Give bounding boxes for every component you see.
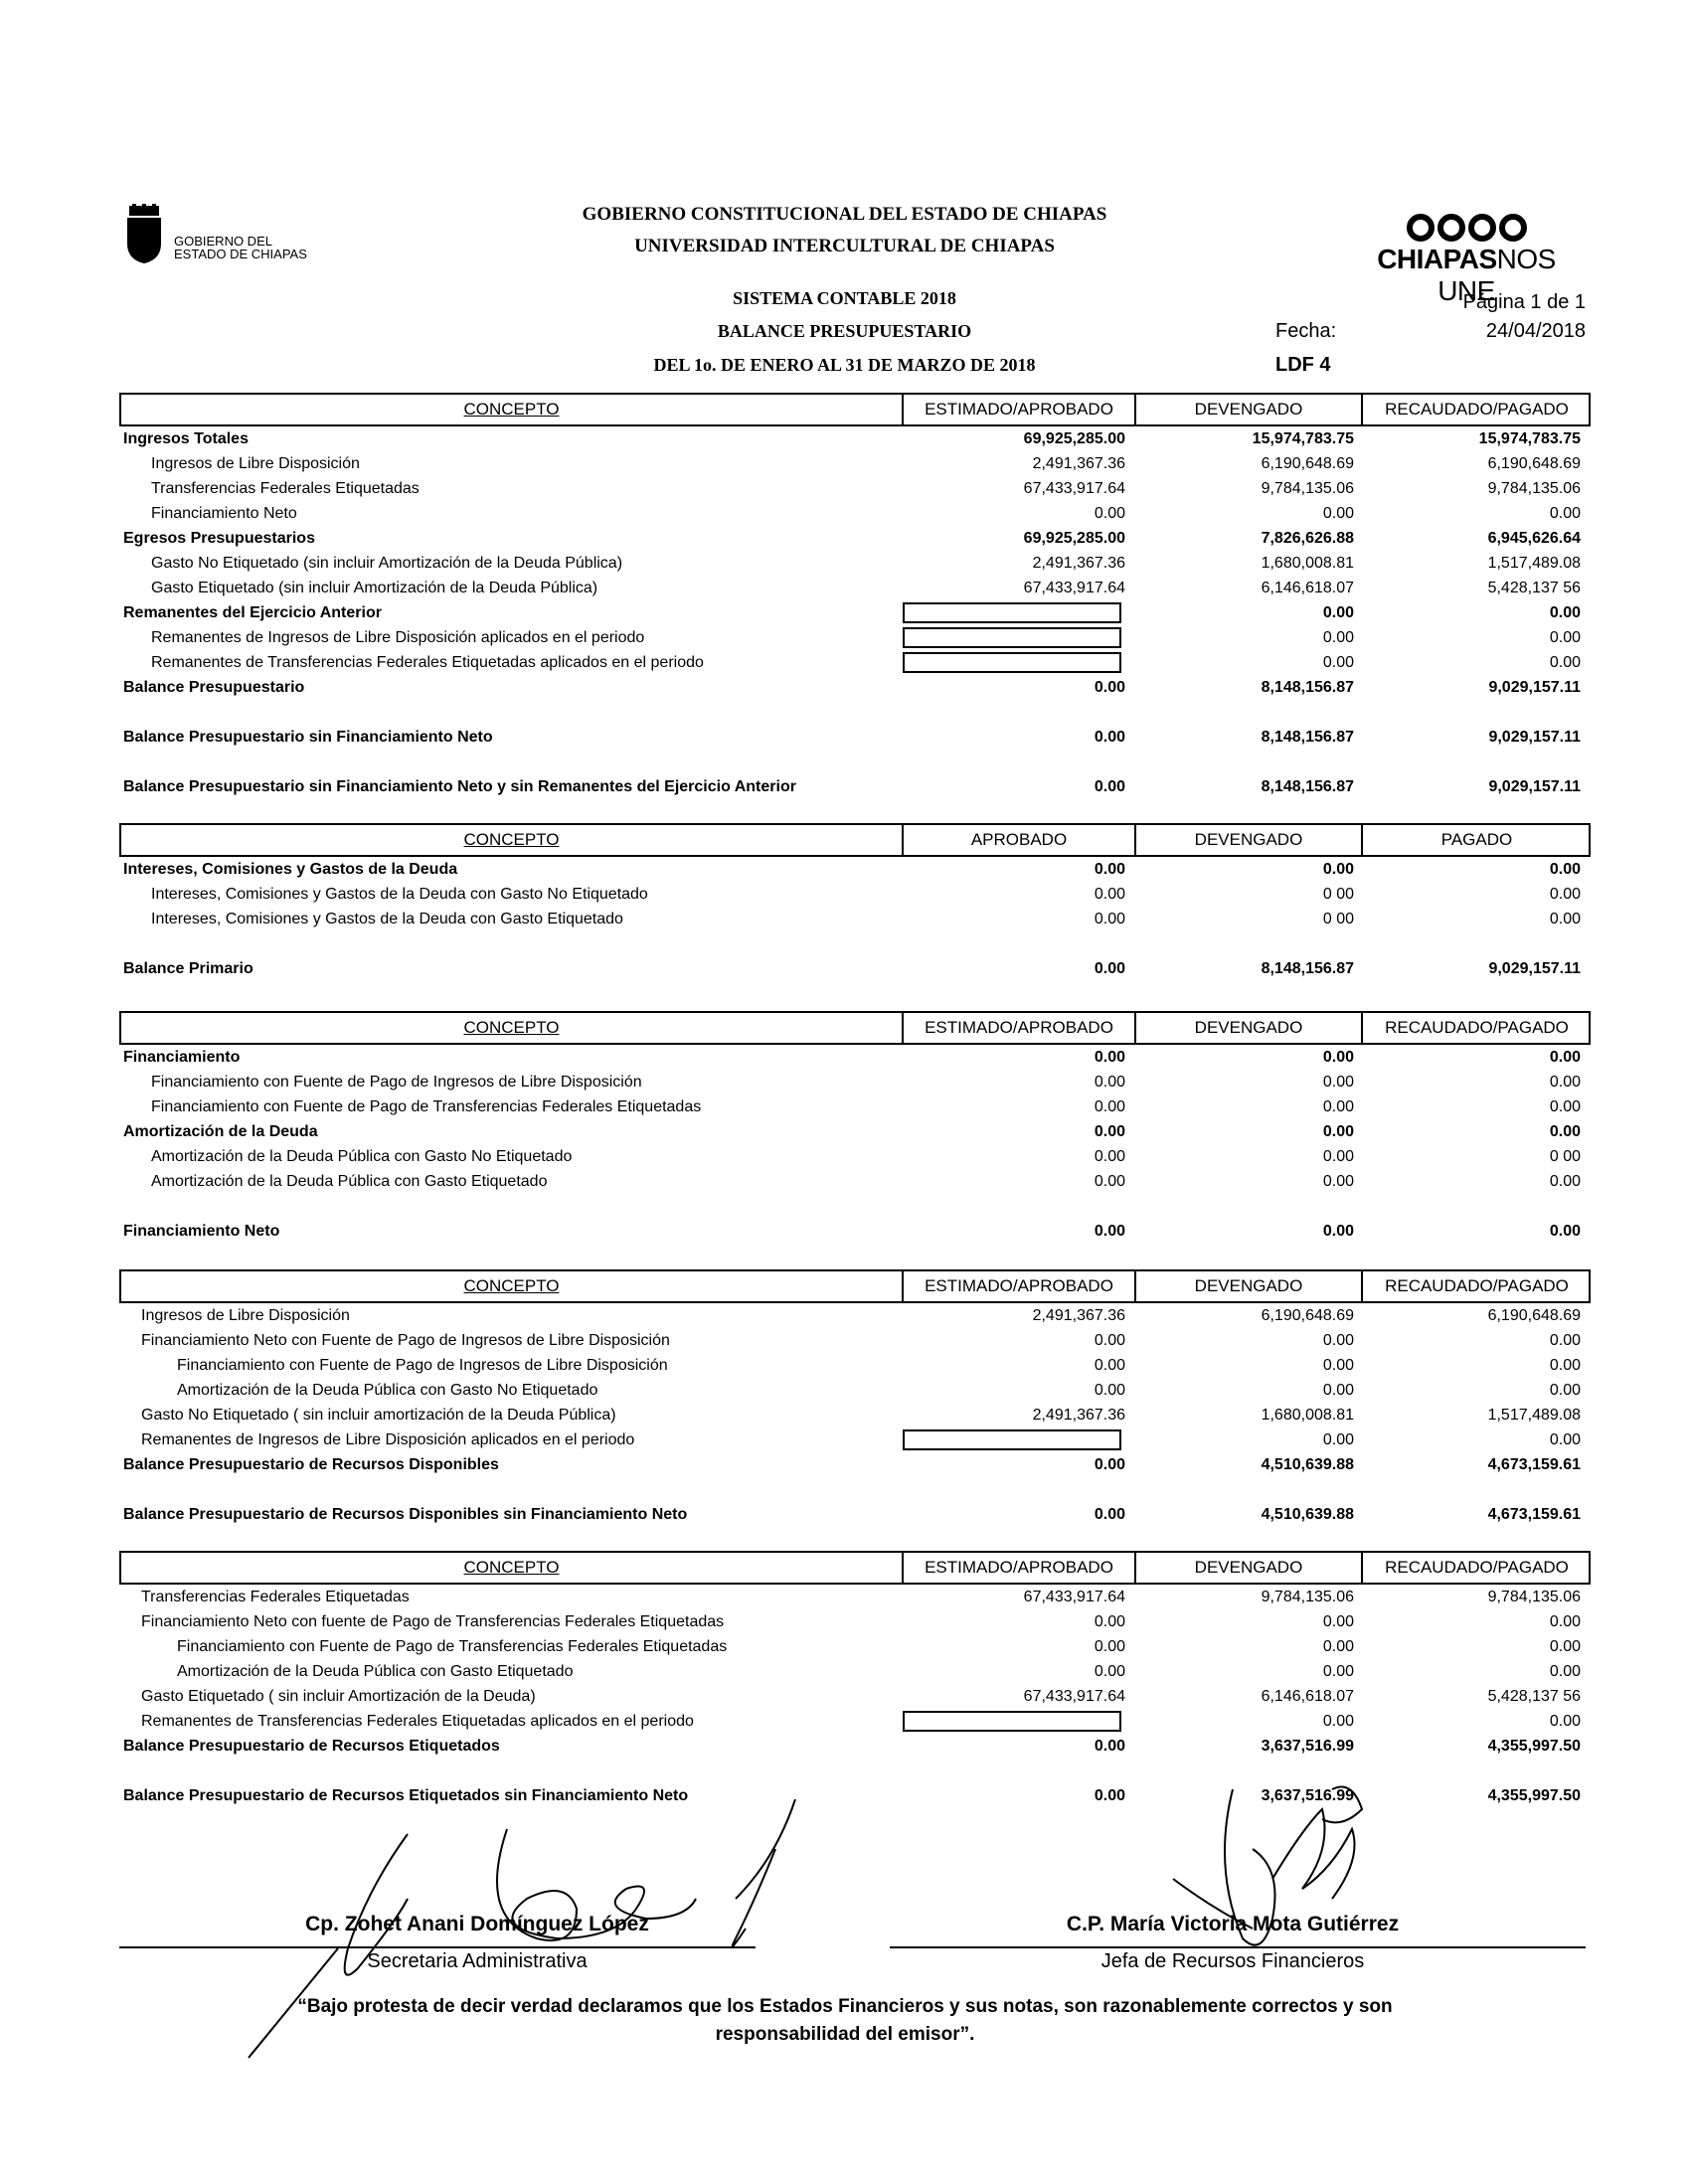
row-label: Financiamiento con Fuente de Pago de Transferencias Federales Etiquetadas (177, 1638, 728, 1655)
table-row (119, 725, 1591, 750)
left-signer-role: Secretaria Administrativa (367, 1950, 588, 1972)
row-value: 0.00 (1549, 654, 1581, 671)
table-row (119, 1659, 1591, 1684)
row-value: 0.00 (1322, 505, 1354, 522)
row-value: 0.00 (1094, 1613, 1125, 1630)
row-value: 0.00 (1549, 1382, 1581, 1399)
brand-light: NOS UNE (1437, 244, 1556, 306)
row-value: 0.00 (1094, 778, 1125, 795)
row-label: Transferencias Federales Etiquetadas (151, 480, 420, 497)
row-value: 0.00 (1549, 1049, 1581, 1066)
row-label: Remanentes del Ejercicio Anterior (123, 604, 382, 621)
row-label: Amortización de la Deuda Pública con Gasto No Etiquetado (177, 1382, 598, 1399)
column-header (1136, 825, 1363, 855)
table-row (119, 625, 1591, 650)
row-label: Financiamiento Neto (151, 505, 297, 522)
table-row (119, 426, 1591, 451)
row-value: 0.00 (1549, 1074, 1581, 1091)
row-value: 0.00 (1322, 1638, 1354, 1655)
column-header (904, 1553, 1136, 1583)
table-header (119, 1551, 1591, 1585)
row-value: 9,784,135.06 (1261, 1589, 1354, 1605)
row-value: 0.00 (1094, 679, 1125, 696)
table-row (119, 882, 1591, 907)
row-value: 67,433,917.64 (1023, 580, 1125, 596)
row-value: 5,428,137 56 (1487, 580, 1581, 596)
row-label: Amortización de la Deuda Pública con Gasto Etiquetado (177, 1663, 574, 1680)
row-value: 8,148,156.87 (1261, 778, 1354, 795)
row-value: 6,945,626.64 (1487, 530, 1581, 547)
row-value: 3,637,516.99 (1261, 1787, 1354, 1804)
column-header-label: DEVENGADO (1194, 1276, 1303, 1295)
declaration-footer (229, 1993, 1461, 2049)
row-value: 9,784,135.06 (1487, 480, 1581, 497)
table-row (119, 526, 1591, 551)
declaration-line-1: “Bajo protesta de decir verdad declaramos que los Estados Financieros y sus notas, son razonablemente correctos y son (297, 1996, 1393, 2017)
column-header (904, 395, 1136, 424)
row-label: Financiamiento con Fuente de Pago de Ingresos de Libre Disposición (177, 1357, 668, 1374)
table-row (119, 1119, 1591, 1144)
row-value: 6,146,618.07 (1261, 1688, 1354, 1705)
row-label: Transferencias Federales Etiquetadas (141, 1589, 410, 1605)
table-row (119, 1634, 1591, 1659)
row-value: 0.00 (1094, 729, 1125, 746)
row-value: 0.00 (1094, 960, 1125, 977)
row-value: 0.00 (1549, 1638, 1581, 1655)
column-header-label: ESTIMADO/APROBADO (925, 1018, 1113, 1037)
column-header (1136, 1553, 1363, 1583)
row-value: 0.00 (1549, 1123, 1581, 1140)
column-header-label: CONCEPTO (463, 1558, 560, 1577)
column-header (1136, 1271, 1363, 1301)
table-row (119, 1734, 1591, 1759)
row-label: Gasto No Etiquetado (sin incluir Amortización de la Deuda Pública) (151, 555, 623, 572)
declaration-line-2: responsabilidad del emisor”. (715, 2024, 975, 2045)
row-label: Balance Presupuestario de Recursos Etiquetados sin Financiamiento Neto (123, 1787, 689, 1804)
blank-value-box (903, 1711, 1121, 1732)
row-value: 0.00 (1549, 1098, 1581, 1115)
row-value: 0.00 (1322, 1357, 1354, 1374)
row-label: Balance Presupuestario (123, 679, 305, 696)
table-row (119, 1428, 1591, 1452)
table-row (119, 1094, 1591, 1119)
column-header-label: RECAUDADO/PAGADO (1385, 1276, 1569, 1295)
table-row (119, 1378, 1591, 1403)
row-spacer (119, 700, 1591, 725)
title-gobierno: GOBIERNO CONSTITUCIONAL DEL ESTADO DE CHIAPAS (582, 204, 1107, 225)
row-value: 0 00 (1322, 911, 1354, 927)
row-label: Egresos Presupuestarios (123, 530, 315, 547)
row-label: Amortización de la Deuda Pública con Gasto Etiquetado (151, 1173, 548, 1190)
row-value: 0.00 (1549, 1332, 1581, 1349)
row-value: 69,925,285.00 (1023, 430, 1125, 447)
row-value: 0.00 (1549, 1173, 1581, 1190)
row-value: 9,784,135.06 (1261, 480, 1354, 497)
column-header-label: CONCEPTO (463, 830, 560, 849)
table-row (119, 650, 1591, 675)
row-value: 0.00 (1094, 1148, 1125, 1165)
row-label: Ingresos Totales (123, 430, 249, 447)
row-spacer (119, 1194, 1591, 1219)
row-value: 0.00 (1094, 1098, 1125, 1115)
row-label: Balance Primario (123, 960, 253, 977)
row-label: Ingresos de Libre Disposición (151, 455, 360, 472)
row-label: Intereses, Comisiones y Gastos de la Deuda con Gasto Etiquetado (151, 911, 623, 927)
row-value: 9,029,157.11 (1488, 729, 1581, 746)
row-label: Financiamiento Neto (123, 1223, 280, 1240)
row-value: 0.00 (1322, 1123, 1354, 1140)
row-label: Financiamiento con Fuente de Pago de Ingresos de Libre Disposición (151, 1074, 642, 1091)
row-label: Remanentes de Transferencias Federales Etiquetadas aplicados en el periodo (141, 1713, 694, 1730)
row-value: 1,517,489.08 (1487, 1407, 1581, 1424)
row-value: 4,673,159.61 (1487, 1456, 1581, 1473)
column-header (1136, 1013, 1363, 1043)
row-value: 67,433,917.64 (1023, 1688, 1125, 1705)
table-row (119, 675, 1591, 700)
row-spacer (119, 750, 1591, 774)
column-header-label: ESTIMADO/APROBADO (925, 1276, 1113, 1295)
table-row (119, 1452, 1591, 1477)
row-value: 0.00 (1322, 654, 1354, 671)
row-value: 8,148,156.87 (1261, 729, 1354, 746)
table-header (119, 1269, 1591, 1303)
column-header (1363, 1013, 1591, 1043)
row-value: 0.00 (1549, 604, 1581, 621)
table-row (119, 476, 1591, 501)
row-value: 0 00 (1549, 1148, 1581, 1165)
table-row (119, 1353, 1591, 1378)
column-header (1136, 395, 1363, 424)
row-value: 0.00 (1322, 1074, 1354, 1091)
row-value: 0.00 (1322, 1613, 1354, 1630)
row-value: 0.00 (1094, 1332, 1125, 1349)
row-value: 0.00 (1094, 886, 1125, 903)
row-value: 0.00 (1549, 1431, 1581, 1448)
page-number: Página 1 de 1 (1462, 291, 1586, 313)
row-value: 69,925,285.00 (1023, 530, 1125, 547)
row-label: Remanentes de Ingresos de Libre Disposición aplicados en el periodo (141, 1431, 635, 1448)
row-value: 15,974,783.75 (1252, 430, 1354, 447)
table-row (119, 1709, 1591, 1734)
row-value: 0.00 (1322, 1663, 1354, 1680)
table-row (119, 551, 1591, 576)
row-value: 0.00 (1094, 1638, 1125, 1655)
row-value: 0.00 (1094, 911, 1125, 927)
column-header (904, 1013, 1136, 1043)
row-value: 6,190,648.69 (1487, 455, 1581, 472)
row-value: 0.00 (1549, 1613, 1581, 1630)
row-value: 0.00 (1549, 1357, 1581, 1374)
row-value: 9,029,157.11 (1488, 778, 1581, 795)
row-value: 2,491,367.36 (1032, 555, 1125, 572)
table-row (119, 1070, 1591, 1094)
right-signer-name: C.P. María Victoria Mota Gutiérrez (1066, 1913, 1400, 1935)
row-label: Balance Presupuestario sin Financiamiento Neto (123, 729, 493, 746)
table-row (119, 451, 1591, 476)
table-header (119, 823, 1591, 857)
row-value: 0.00 (1322, 1173, 1354, 1190)
column-header-label: CONCEPTO (463, 400, 560, 419)
row-value: 0.00 (1549, 505, 1581, 522)
row-value: 5,428,137 56 (1487, 1688, 1581, 1705)
row-value: 0.00 (1094, 1382, 1125, 1399)
table-row (119, 501, 1591, 526)
row-label: Amortización de la Deuda (123, 1123, 318, 1140)
column-header-label: CONCEPTO (463, 1018, 560, 1037)
row-value: 0.00 (1094, 1223, 1125, 1240)
blank-value-box (903, 1429, 1121, 1450)
row-value: 0.00 (1549, 1223, 1581, 1240)
row-value: 4,355,997.50 (1487, 1787, 1581, 1804)
table-header (119, 1011, 1591, 1045)
section-1 (119, 393, 1591, 799)
row-value: 9,029,157.11 (1488, 960, 1581, 977)
row-label: Balance Presupuestario de Recursos Disponibles sin Financiamiento Neto (123, 1506, 688, 1523)
row-value: 3,637,516.99 (1261, 1738, 1354, 1755)
row-label: Balance Presupuestario de Recursos Disponibles (123, 1456, 499, 1473)
fecha-label: Fecha: (1275, 320, 1337, 342)
table-row (119, 1169, 1591, 1194)
row-value: 0.00 (1549, 886, 1581, 903)
blank-value-box (903, 627, 1121, 648)
row-value: 9,784,135.06 (1487, 1589, 1581, 1605)
gov-logo-line-2: ESTADO DE CHIAPAS (174, 247, 307, 261)
row-value: 0.00 (1322, 1382, 1354, 1399)
title-periodo: DEL 1o. DE ENERO AL 31 DE MARZO DE 2018 (653, 355, 1036, 375)
right-signer-role: Jefa de Recursos Financieros (1100, 1950, 1365, 1972)
column-header (1363, 1553, 1591, 1583)
row-value: 0 00 (1322, 886, 1354, 903)
column-header (1363, 825, 1591, 855)
left-signer-name: Cp. Zohet Anani Domínguez López (305, 1913, 649, 1935)
row-value: 0.00 (1322, 1098, 1354, 1115)
row-label: Remanentes de Ingresos de Libre Disposición aplicados en el periodo (151, 629, 645, 646)
table-row (119, 1502, 1591, 1527)
row-label: Gasto Etiquetado (sin incluir Amortización de la Deuda Pública) (151, 580, 598, 596)
title-universidad: UNIVERSIDAD INTERCULTURAL DE CHIAPAS (634, 236, 1055, 256)
row-value: 2,491,367.36 (1032, 1307, 1125, 1324)
row-value: 6,190,648.69 (1261, 1307, 1354, 1324)
row-value: 0.00 (1549, 911, 1581, 927)
column-header-label: RECAUDADO/PAGADO (1385, 400, 1569, 419)
row-value: 2,491,367.36 (1032, 1407, 1125, 1424)
fecha-value: 24/04/2018 (1485, 320, 1586, 342)
column-header (121, 395, 904, 424)
row-spacer (119, 931, 1591, 956)
row-label: Intereses, Comisiones y Gastos de la Deuda con Gasto No Etiquetado (151, 886, 648, 903)
row-value: 0.00 (1094, 861, 1125, 878)
title-balance: BALANCE PRESUPUESTARIO (717, 321, 972, 341)
row-value: 8,148,156.87 (1261, 960, 1354, 977)
section-4 (119, 1269, 1591, 1527)
column-header-label: DEVENGADO (1194, 1018, 1303, 1037)
row-value: 0.00 (1322, 1713, 1354, 1730)
column-header-label: DEVENGADO (1194, 830, 1303, 849)
row-value: 6,190,648.69 (1487, 1307, 1581, 1324)
row-label: Financiamiento con Fuente de Pago de Transferencias Federales Etiquetadas (151, 1098, 702, 1115)
circles-icon (1347, 214, 1586, 242)
row-value: 0.00 (1322, 604, 1354, 621)
table-row (119, 1403, 1591, 1428)
column-header-label: DEVENGADO (1194, 1558, 1303, 1577)
row-value: 6,190,648.69 (1261, 455, 1354, 472)
table-header (119, 393, 1591, 426)
column-header (121, 825, 904, 855)
row-value: 0.00 (1094, 1173, 1125, 1190)
row-value: 0.00 (1094, 1357, 1125, 1374)
row-value: 4,510,639.88 (1261, 1456, 1354, 1473)
column-header (1363, 1271, 1591, 1301)
row-value: 0.00 (1094, 1074, 1125, 1091)
table-row (119, 774, 1591, 799)
row-value: 0.00 (1094, 505, 1125, 522)
row-spacer (119, 1477, 1591, 1502)
row-value: 7,826,626.88 (1261, 530, 1354, 547)
column-header-label: RECAUDADO/PAGADO (1385, 1018, 1569, 1037)
table-row (119, 1144, 1591, 1169)
row-label: Balance Presupuestario sin Financiamiento Neto y sin Remanentes del Ejercicio Anterior (123, 778, 796, 795)
column-header (121, 1013, 904, 1043)
row-value: 0.00 (1322, 1332, 1354, 1349)
column-header-label: RECAUDADO/PAGADO (1385, 1558, 1569, 1577)
row-label: Gasto Etiquetado ( sin incluir Amortización de la Deuda) (141, 1688, 536, 1705)
row-label: Amortización de la Deuda Pública con Gasto No Etiquetado (151, 1148, 573, 1165)
column-header-label: CONCEPTO (463, 1276, 560, 1295)
row-value: 0.00 (1094, 1049, 1125, 1066)
row-value: 2,491,367.36 (1032, 455, 1125, 472)
row-label: Gasto No Etiquetado ( sin incluir amortización de la Deuda Pública) (141, 1407, 616, 1424)
row-label: Ingresos de Libre Disposición (141, 1307, 350, 1324)
column-header (121, 1553, 904, 1583)
table-row (119, 1585, 1591, 1609)
row-label: Financiamiento Neto con fuente de Pago de Transferencias Federales Etiquetadas (141, 1613, 725, 1630)
column-header-label: ESTIMADO/APROBADO (925, 1558, 1113, 1577)
row-value: 0.00 (1322, 1049, 1354, 1066)
row-label: Financiamiento (123, 1049, 241, 1066)
row-value: 15,974,783.75 (1478, 430, 1581, 447)
column-header (904, 825, 1136, 855)
row-value: 6,146,618.07 (1261, 580, 1354, 596)
format-code: LDF 4 (1275, 354, 1331, 376)
column-header (121, 1271, 904, 1301)
column-header (904, 1271, 1136, 1301)
row-value: 67,433,917.64 (1023, 1589, 1125, 1605)
table-row (119, 1219, 1591, 1244)
row-value: 0.00 (1549, 629, 1581, 646)
section-3 (119, 1011, 1591, 1244)
title-sistema: SISTEMA CONTABLE 2018 (733, 288, 956, 308)
table-row (119, 1684, 1591, 1709)
brand-bold: CHIAPAS (1377, 244, 1497, 274)
row-label: Remanentes de Transferencias Federales Etiquetadas aplicados en el periodo (151, 654, 704, 671)
table-row (119, 1045, 1591, 1070)
row-value: 0.00 (1322, 629, 1354, 646)
table-row (119, 576, 1591, 600)
row-value: 0.00 (1322, 861, 1354, 878)
column-header (1363, 395, 1591, 424)
row-value: 4,673,159.61 (1487, 1506, 1581, 1523)
row-value: 0.00 (1094, 1123, 1125, 1140)
row-value: 1,680,008.81 (1261, 1407, 1354, 1424)
column-header-label: DEVENGADO (1194, 400, 1303, 419)
table-row (119, 907, 1591, 931)
row-value: 0.00 (1549, 1663, 1581, 1680)
row-label: Balance Presupuestario de Recursos Etiquetados (123, 1738, 500, 1755)
table-row (119, 600, 1591, 625)
row-label: Financiamiento Neto con Fuente de Pago de Ingresos de Libre Disposición (141, 1332, 670, 1349)
row-label: Intereses, Comisiones y Gastos de la Deuda (123, 861, 458, 878)
row-value: 0.00 (1549, 1713, 1581, 1730)
row-value: 0.00 (1094, 1738, 1125, 1755)
table-row (119, 956, 1591, 981)
right-handwritten-signature (1153, 1769, 1392, 1968)
row-value: 8,148,156.87 (1261, 679, 1354, 696)
row-value: 0.00 (1094, 1663, 1125, 1680)
row-value: 1,517,489.08 (1487, 555, 1581, 572)
row-value: 0.00 (1549, 861, 1581, 878)
table-row (119, 1328, 1591, 1353)
row-value: 9,029,157.11 (1488, 679, 1581, 696)
row-value: 0.00 (1322, 1148, 1354, 1165)
gov-logo-line-1: GOBIERNO DEL (174, 234, 272, 249)
column-header-label: PAGADO (1440, 830, 1513, 849)
table-row (119, 857, 1591, 882)
row-value: 1,680,008.81 (1261, 555, 1354, 572)
row-value: 0.00 (1322, 1223, 1354, 1240)
blank-value-box (903, 652, 1121, 673)
row-value: 4,355,997.50 (1487, 1738, 1581, 1755)
table-row (119, 1303, 1591, 1328)
table-row (119, 1609, 1591, 1634)
row-value: 0.00 (1094, 1787, 1125, 1804)
row-value: 4,510,639.88 (1261, 1506, 1354, 1523)
row-value: 0.00 (1094, 1506, 1125, 1523)
section-2 (119, 823, 1591, 981)
row-value: 0.00 (1094, 1456, 1125, 1473)
column-header-label: ESTIMADO/APROBADO (925, 400, 1113, 419)
blank-value-box (903, 602, 1121, 623)
row-value: 0.00 (1322, 1431, 1354, 1448)
column-header-label: APROBADO (970, 830, 1068, 849)
row-value: 67,433,917.64 (1023, 480, 1125, 497)
